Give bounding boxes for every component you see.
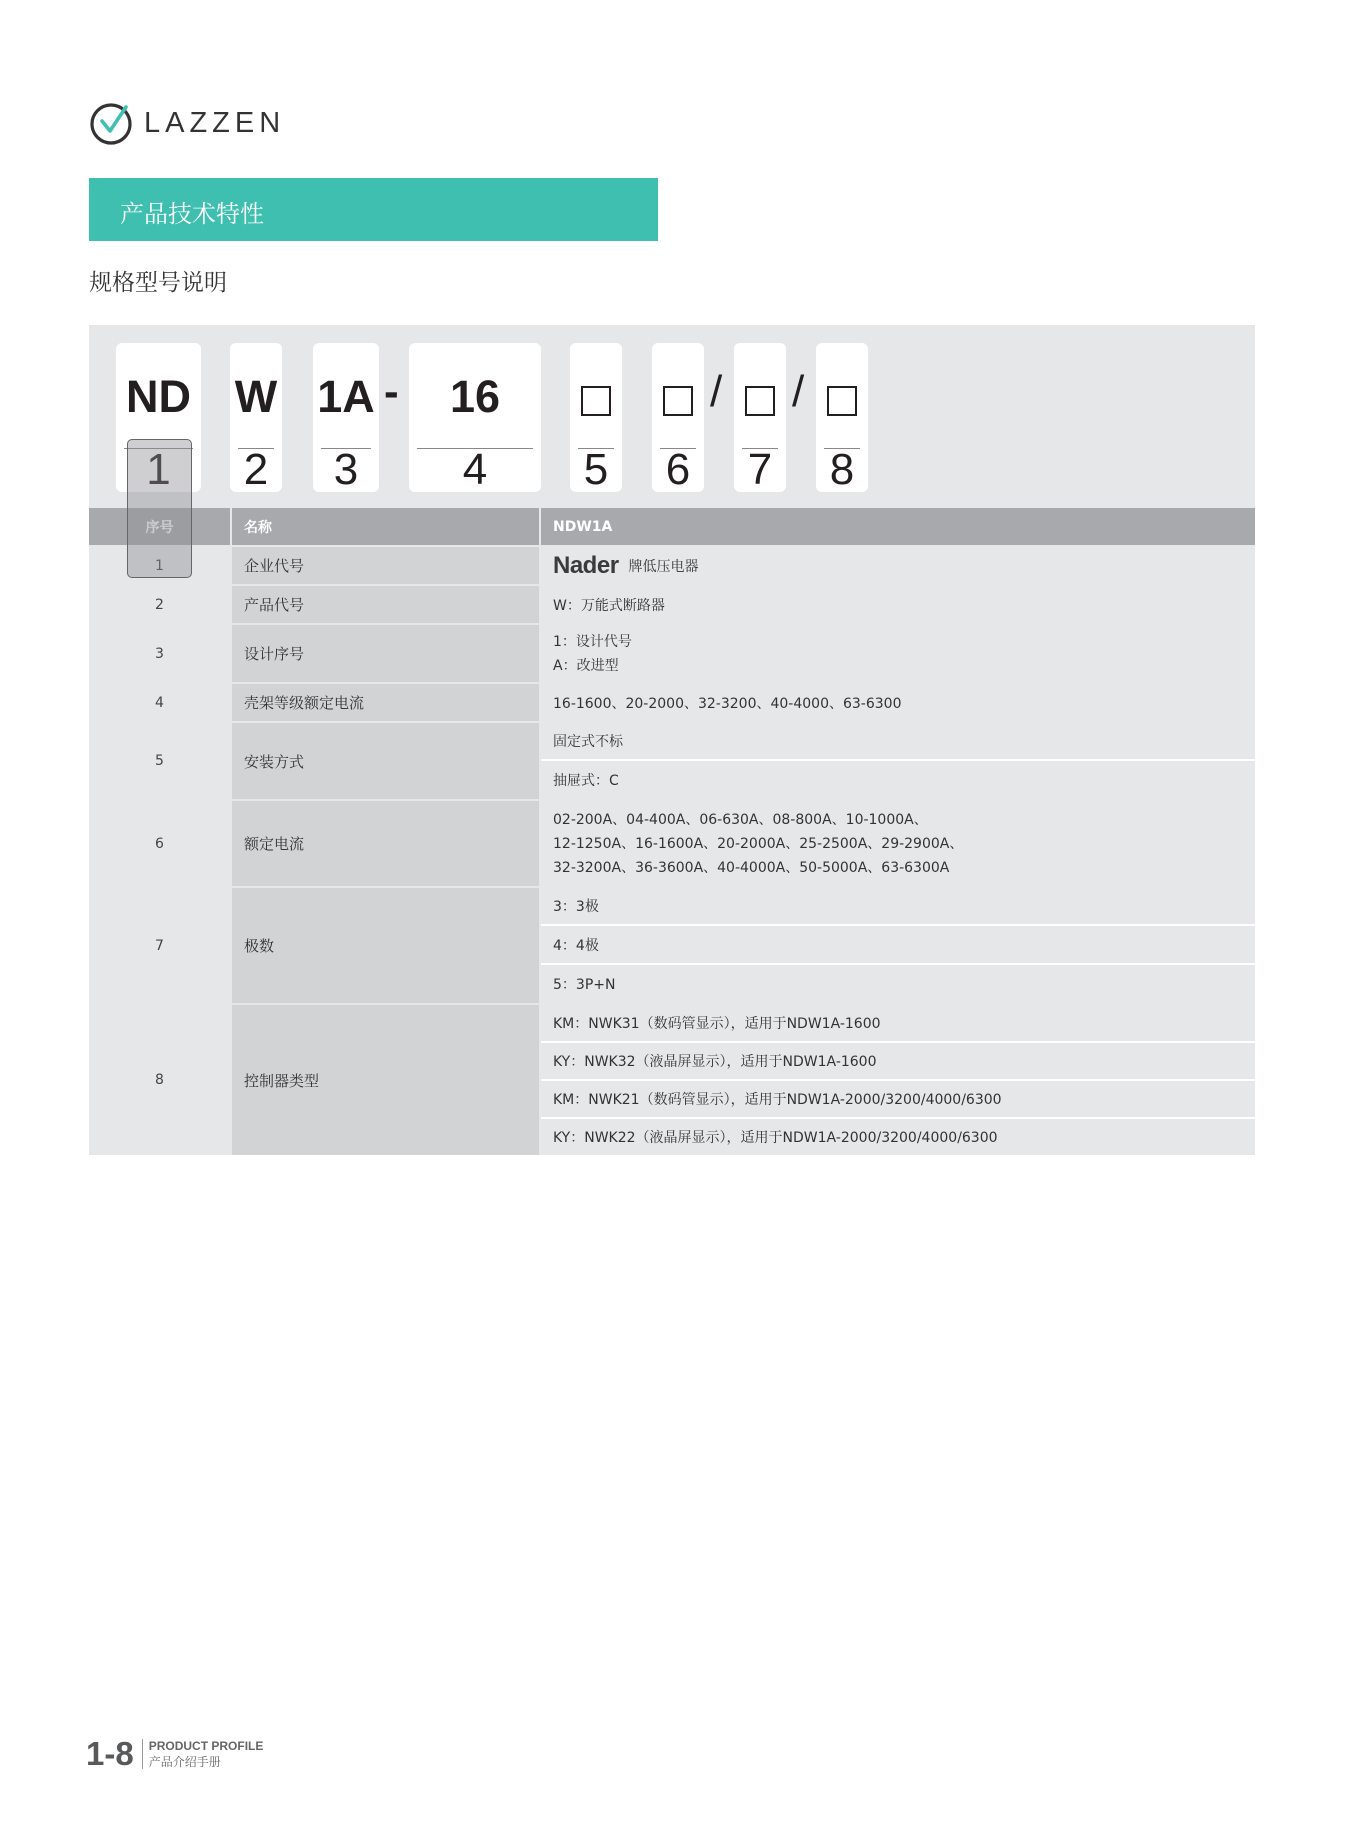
row-value bbox=[541, 1005, 1255, 1155]
row-seq: 6 bbox=[89, 801, 230, 886]
row-name: 设计序号 bbox=[232, 625, 539, 682]
value-line: 4：4极 bbox=[541, 926, 1255, 965]
row-seq: 7 bbox=[89, 888, 230, 1003]
footer-cn: 产品介绍手册 bbox=[148, 1755, 221, 1769]
table-row bbox=[89, 625, 1255, 682]
page-subtitle: 规格型号说明 bbox=[89, 270, 227, 296]
row-name: 极数 bbox=[232, 888, 539, 1003]
row-value bbox=[541, 888, 1255, 1003]
table-row bbox=[89, 684, 1255, 721]
section-banner bbox=[89, 178, 658, 241]
row-name: 产品代号 bbox=[232, 586, 539, 623]
code-box-4 bbox=[409, 343, 541, 492]
code-segment: 1A bbox=[317, 371, 375, 422]
value-line: 3：3极 bbox=[541, 888, 1255, 926]
row-name: 企业代号 bbox=[232, 547, 539, 584]
table-header bbox=[89, 508, 1255, 545]
code-segment: 16 bbox=[449, 371, 501, 422]
table-row bbox=[89, 888, 1255, 1003]
table-row bbox=[89, 801, 1255, 886]
code-position: 2 bbox=[243, 445, 269, 494]
table-row bbox=[89, 586, 1255, 623]
row-value bbox=[541, 723, 1255, 799]
footer-en: PRODUCT PROFILE bbox=[148, 1739, 264, 1753]
code-box-8 bbox=[816, 343, 868, 492]
code-position: 7 bbox=[747, 445, 773, 494]
row-value bbox=[541, 547, 1255, 584]
value-line: 1：设计代号 bbox=[553, 633, 632, 650]
row-value: 16-1600、20-2000、32-3200、40-4000、63-6300 bbox=[541, 684, 1255, 721]
value-line: 固定式不标 bbox=[541, 723, 1255, 761]
code-placeholder-box bbox=[570, 371, 622, 423]
value-line: A：改进型 bbox=[553, 657, 619, 674]
code-position: 4 bbox=[462, 445, 488, 494]
row-seq: 2 bbox=[89, 586, 230, 623]
code-segment: ND bbox=[126, 371, 191, 422]
row-seq: 5 bbox=[89, 723, 230, 799]
nader-logo: Nader bbox=[553, 551, 619, 579]
code-position: 6 bbox=[665, 445, 691, 494]
row-value bbox=[541, 625, 1255, 682]
slash-separator: / bbox=[792, 367, 805, 416]
table-row bbox=[89, 1005, 1255, 1155]
value-line: 02-200A、04-400A、06-630A、08-800A、10-1000A、 bbox=[553, 811, 928, 828]
value-line: 抽屉式：C bbox=[553, 773, 619, 789]
lazzen-logo-icon bbox=[88, 99, 136, 147]
footer-divider bbox=[142, 1739, 143, 1769]
row-name: 额定电流 bbox=[232, 801, 539, 886]
page-number: 1-8 bbox=[86, 1735, 134, 1772]
value-line: KY：NWK22（液晶屏显示），适用于NDW1A-2000/3200/4000/6300 bbox=[553, 1130, 998, 1146]
value-text: 牌低压电器 bbox=[628, 558, 699, 575]
page-footer bbox=[86, 1735, 263, 1773]
row-seq: 8 bbox=[89, 1005, 230, 1155]
footer-text bbox=[149, 1738, 264, 1770]
header-name: 名称 bbox=[232, 508, 539, 545]
header-value: NDW1A bbox=[541, 508, 1255, 545]
dash-separator: - bbox=[384, 367, 399, 416]
code-segment: W bbox=[234, 371, 278, 422]
code-box-2 bbox=[230, 343, 282, 492]
value-line: KM：NWK21（数码管显示），适用于NDW1A-2000/3200/4000/6300 bbox=[541, 1081, 1255, 1119]
code-box-3 bbox=[313, 343, 379, 492]
value-line: 5：3P+N bbox=[553, 977, 616, 993]
section-title: 产品技术特性 bbox=[120, 200, 264, 228]
value-line: 12-1250A、16-1600A、20-2000A、25-2500A、29-2900A、 bbox=[553, 835, 964, 852]
model-code-panel bbox=[89, 325, 1255, 1155]
code-position: 5 bbox=[583, 445, 609, 494]
code-box-6 bbox=[652, 343, 704, 492]
row-seq: 1 bbox=[89, 547, 230, 584]
row-name: 安装方式 bbox=[232, 723, 539, 799]
brand-name: LAZZEN bbox=[144, 106, 286, 139]
header-seq: 序号 bbox=[89, 508, 230, 545]
brand-logo bbox=[88, 98, 285, 148]
row-name: 控制器类型 bbox=[232, 1005, 539, 1155]
value-line: KY：NWK32（液晶屏显示），适用于NDW1A-1600 bbox=[541, 1043, 1255, 1081]
row-value bbox=[541, 801, 1255, 886]
code-position: 3 bbox=[333, 445, 359, 494]
table-row bbox=[89, 723, 1255, 799]
code-box-5 bbox=[570, 343, 622, 492]
code-placeholder-box bbox=[734, 371, 786, 423]
row-name: 壳架等级额定电流 bbox=[232, 684, 539, 721]
code-position: 1 bbox=[146, 445, 171, 494]
table-row bbox=[89, 547, 1255, 584]
code-placeholder-box bbox=[816, 371, 868, 423]
code-position: 8 bbox=[829, 445, 855, 494]
row-value: W：万能式断路器 bbox=[541, 586, 1255, 623]
value-line: KM：NWK31（数码管显示），适用于NDW1A-1600 bbox=[541, 1005, 1255, 1043]
position-highlight bbox=[127, 439, 192, 578]
value-line: 32-3200A、36-3600A、40-4000A、50-5000A、63-6300A bbox=[553, 859, 950, 876]
code-placeholder-box bbox=[652, 371, 704, 423]
row-seq: 3 bbox=[89, 625, 230, 682]
code-box-7 bbox=[734, 343, 786, 492]
slash-separator: / bbox=[710, 367, 723, 416]
row-seq: 4 bbox=[89, 684, 230, 721]
